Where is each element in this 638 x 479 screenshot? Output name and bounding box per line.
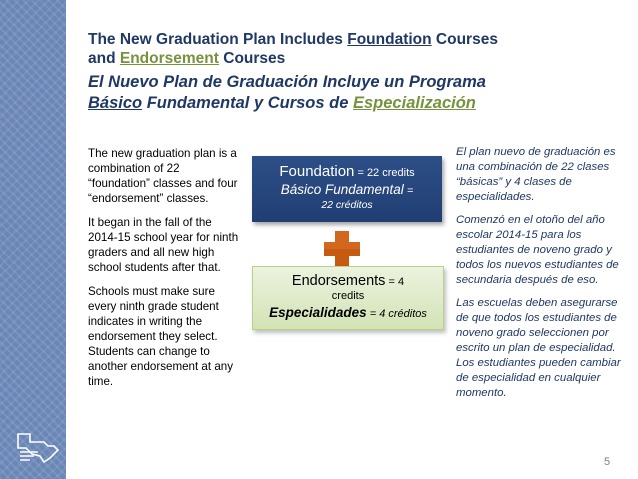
page-title-english [88, 30, 608, 68]
endorsement-label: Endorsements [291, 273, 386, 289]
english-paragraph: The new graduation plan is a combination of 22 “foundation” classes and four “endorsement” classes. [88, 147, 238, 205]
foundation-label-es: Básico Fundamental [280, 182, 404, 197]
title-en-part3: and [88, 50, 120, 67]
spanish-paragraph: Comenzó en el otoño del año escolar 2014-15 para los estudiantes de noveno grado y todos los nuevos estudiantes de secundaria después de eso. [456, 214, 619, 286]
title-es-part1: El Nuevo Plan de Graduación Incluye un Programa [88, 73, 486, 91]
title-en-part1: The New Graduation Plan Includes [88, 31, 348, 48]
title-en-part4: Courses [218, 50, 286, 67]
endorsement-equals: = 4 [385, 276, 405, 288]
endorsement-credits: credits [331, 290, 365, 302]
endorsement-box [252, 266, 444, 330]
title-en-part2: Courses [431, 31, 498, 48]
left-decorative-band [0, 0, 66, 479]
title-es-basico: Básico [88, 94, 143, 112]
foundation-equals-es: = [403, 185, 414, 197]
endorsement-label-es: Especialidades [269, 305, 367, 320]
title-en-endorsement: Endorsement [119, 50, 219, 67]
english-paragraph: It began in the fall of the 2014-15 school year for ninth graders and all new high school students after that. [88, 216, 239, 274]
texas-logo [14, 432, 62, 464]
english-paragraph: Schools must make sure every ninth grade student indicates in writing the endorsement they select. Students can change to another endorsement at any time. [88, 285, 234, 388]
foundation-label: Foundation [279, 163, 355, 180]
spanish-paragraph: Las escuelas deben asegurarse de que todos los estudiantes de noveno grado seleccionen por escrito un plan de especialidad. Los estudiantes pueden cambiar de especialidad en cualquier momento. [456, 297, 621, 399]
title-es-de: de [329, 94, 353, 112]
foundation-credits-es: 22 créditos [321, 199, 373, 211]
english-text-column [88, 146, 240, 398]
title-es-especializacion: Especialización [353, 94, 476, 112]
page-title-spanish [88, 72, 628, 114]
page-number: 5 [604, 456, 611, 468]
spanish-text-column [456, 145, 621, 409]
foundation-box [252, 156, 442, 222]
endorsement-credits-es: = 4 créditos [366, 308, 427, 320]
plus-icon [322, 229, 362, 269]
foundation-credits: = 22 credits [354, 167, 415, 179]
title-en-foundation: Foundation [347, 31, 432, 48]
title-es-part2: Fundamental y Cursos [142, 94, 330, 112]
spanish-paragraph: El plan nuevo de graduación es una combinación de 22 clases “básicas” y 4 clases de especialidades. [456, 146, 616, 203]
